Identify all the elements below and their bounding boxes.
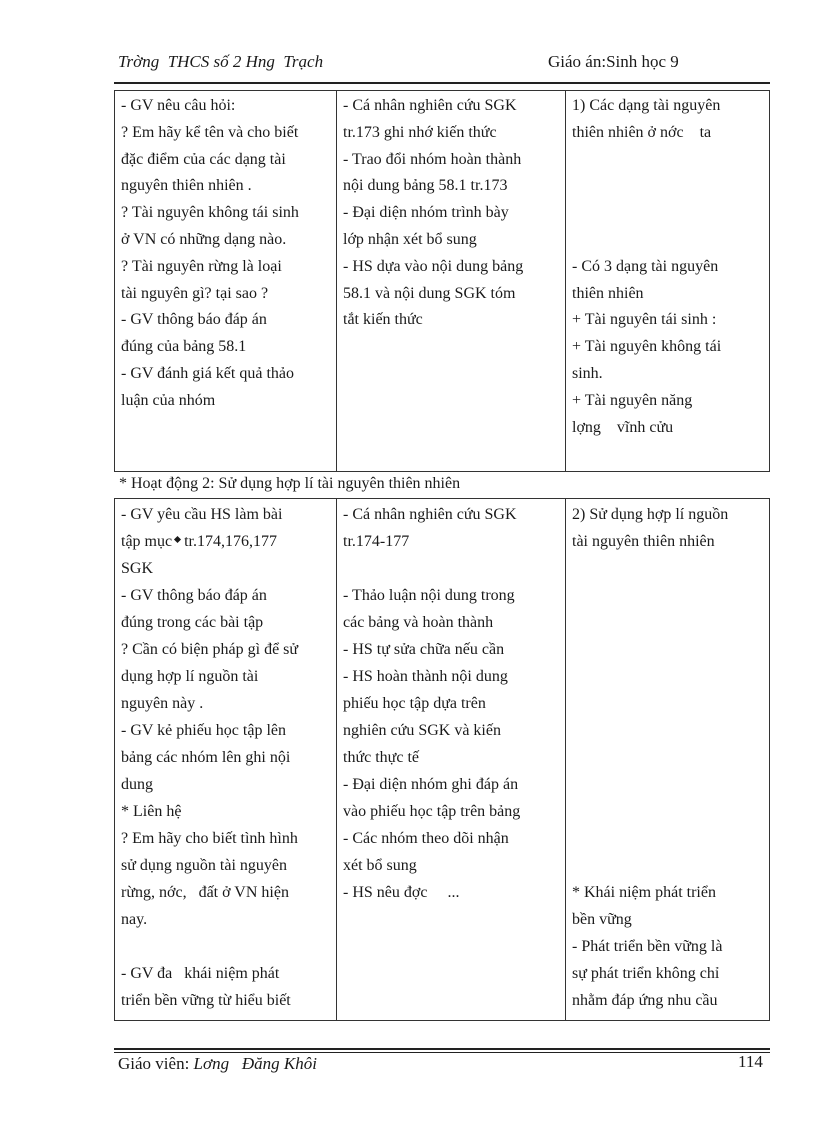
text-line: tr.174-177 <box>343 533 410 550</box>
text-line: - HS hoàn thành nội dung <box>343 668 508 685</box>
text-line <box>572 744 763 771</box>
text-line: - Đại diện nhóm trình bày <box>343 204 509 222</box>
text-line: triển bền vững từ hiểu biết <box>121 992 291 1009</box>
text-line: - Cá nhân nghiên cứu SGK <box>343 506 517 523</box>
content-lines <box>572 501 763 1014</box>
text-line: + Tài nguyên năng <box>572 391 693 409</box>
text-line: ? Cần có biện pháp gì để sử <box>121 641 299 658</box>
text-line: - Các nhóm theo dõi nhận <box>343 830 509 847</box>
text-line: - GV nêu câu hỏi: <box>121 97 236 114</box>
text-line: rừng, nớc, đất ở VN hiện <box>121 884 289 901</box>
text-line: ? Tài nguyên không tái sinh <box>121 204 299 222</box>
activity-2-heading: * Hoạt động 2: Sử dụng hợp lí tài nguyên thiên nhiên <box>119 475 461 492</box>
header-divider <box>114 82 770 84</box>
text-line: đặc điểm của các dạng tài <box>121 150 286 168</box>
text-line: tr.173 ghi nhớ kiến thức <box>343 123 497 141</box>
footer-divider <box>114 1048 770 1050</box>
teacher-label: Giáo viên: <box>118 1054 194 1073</box>
text-line: lợng vĩnh cửu <box>572 418 674 436</box>
text-line: tài nguyên thiên nhiên <box>572 533 715 550</box>
text-line: nội dung bảng 58.1 tr.173 <box>343 177 508 195</box>
text-line <box>572 825 763 852</box>
text-line: nguyên này . <box>121 695 204 712</box>
text-line: bền vững <box>572 911 632 928</box>
text-line: nhằm đáp ứng nhu cầu <box>572 992 718 1009</box>
text-line: đúng của bảng 58.1 <box>121 338 247 356</box>
content-cell <box>566 91 770 472</box>
text-line <box>572 555 763 582</box>
text-line <box>572 798 763 825</box>
lesson-table-activity-2 <box>114 498 770 1021</box>
text-line: 1) Các dạng tài nguyên <box>572 97 721 114</box>
text-line <box>572 582 763 609</box>
text-line: dụng hợp lí nguồn tài <box>121 668 259 685</box>
text-line: SGK <box>121 560 154 577</box>
footer-teacher <box>118 1054 317 1074</box>
text-line: - GV thông báo đáp án <box>121 587 267 604</box>
text-line: 58.1 và nội dung SGK tóm <box>343 284 516 302</box>
text-line: - GV kẻ phiếu học tập lên <box>121 722 286 739</box>
text-line: các bảng và hoàn thành <box>343 614 494 631</box>
text-line: 2) Sử dụng hợp lí nguồn <box>572 506 729 523</box>
text-line: bảng các nhóm lên ghi nội <box>121 749 291 766</box>
text-line: + Tài nguyên không tái <box>572 338 722 356</box>
text-line: ở VN có những dạng nào. <box>121 230 287 248</box>
text-line: - GV đa khái niệm phát <box>121 965 280 982</box>
text-line: + Tài nguyên tái sinh : <box>572 311 717 329</box>
content-cell <box>566 499 770 1021</box>
text-line: phiếu học tập dựa trên <box>343 695 486 712</box>
teacher-line-part: tập mục <box>121 533 173 550</box>
text-line: - Trao đổi nhóm hoàn thành <box>343 150 522 168</box>
text-line: nghiên cứu SGK và kiến <box>343 722 501 739</box>
text-line: tài nguyên gì? tại sao ? <box>121 284 269 302</box>
header-subject: Giáo án:Sinh học 9 <box>548 52 679 71</box>
lesson-table-activity-1 <box>114 90 770 472</box>
text-line: đúng trong các bài tập <box>121 614 264 631</box>
teacher-line <box>121 528 330 555</box>
text-line: nguyên thiên nhiên . <box>121 177 252 195</box>
text-line: lớp nhận xét bổ sung <box>343 230 477 248</box>
text-line: tắt kiến thức <box>343 311 423 329</box>
text-line <box>572 200 763 227</box>
text-line: - Đại diện nhóm ghi đáp án <box>343 776 519 793</box>
text-line <box>572 147 763 174</box>
text-line: vào phiếu học tập trên bảng <box>343 803 521 820</box>
text-line <box>121 933 330 960</box>
text-line: dung <box>121 776 153 793</box>
text-line: - Cá nhân nghiên cứu SGK <box>343 97 517 114</box>
text-line: sử dụng nguồn tài nguyên <box>121 857 287 874</box>
teacher-activity-cell <box>115 91 337 472</box>
text-line: thiên nhiên ở nớc ta <box>572 123 712 141</box>
text-line: sự phát triển không chỉ <box>572 965 720 982</box>
footer-divider-thin <box>114 1052 770 1053</box>
student-activity-cell <box>337 91 566 472</box>
text-line <box>343 555 559 582</box>
text-line <box>572 609 763 636</box>
text-line <box>572 771 763 798</box>
text-line: ? Em hãy cho biết tình hình <box>121 830 298 847</box>
teacher-activity-lines <box>121 93 330 415</box>
text-line: * Liên hệ <box>121 803 182 820</box>
page-number: 114 <box>738 1052 763 1071</box>
text-line <box>572 852 763 879</box>
text-line: * Khái niệm phát triển <box>572 884 716 901</box>
text-line: - GV đánh giá kết quả thảo <box>121 364 294 382</box>
content-lines <box>572 93 763 441</box>
text-line <box>572 690 763 717</box>
text-line <box>572 173 763 200</box>
text-line: thức thực tế <box>343 749 419 766</box>
text-line: nay. <box>121 911 148 928</box>
teacher-line: - GV yêu cầu HS làm bài <box>121 506 283 523</box>
text-line: - HS tự sửa chữa nếu cần <box>343 641 505 658</box>
text-line: ? Em hãy kể tên và cho biết <box>121 123 299 141</box>
student-activity-lines <box>343 501 559 906</box>
teacher-name: Lơng Đăng Khôi <box>193 1054 317 1073</box>
text-line: luận của nhóm <box>121 391 216 409</box>
text-line: - Thảo luận nội dung trong <box>343 587 515 604</box>
student-activity-lines <box>343 93 559 334</box>
text-line: - Phát triển bền vững là <box>572 938 723 955</box>
text-line: xét bổ sung <box>343 857 417 874</box>
teacher-activity-cell <box>115 499 337 1021</box>
text-line: sinh. <box>572 364 603 382</box>
diamond-bullet-icon <box>174 536 181 543</box>
header-school: Trờng THCS số 2 Hng Trạch <box>118 52 324 71</box>
text-line <box>572 663 763 690</box>
text-line <box>572 717 763 744</box>
text-line: thiên nhiên <box>572 284 644 302</box>
teacher-line-part: tr.174,176,177 <box>184 533 277 550</box>
student-activity-cell <box>337 499 566 1021</box>
text-line: ? Tài nguyên rừng là loại <box>121 257 282 275</box>
text-line: - HS dựa vào nội dung bảng <box>343 257 524 275</box>
teacher-activity-lines <box>121 555 330 1014</box>
text-line: - Có 3 dạng tài nguyên <box>572 257 719 275</box>
text-line: - HS nêu đợc ... <box>343 884 460 901</box>
text-line: - GV thông báo đáp án <box>121 311 267 329</box>
text-line <box>572 227 763 254</box>
text-line <box>572 636 763 663</box>
